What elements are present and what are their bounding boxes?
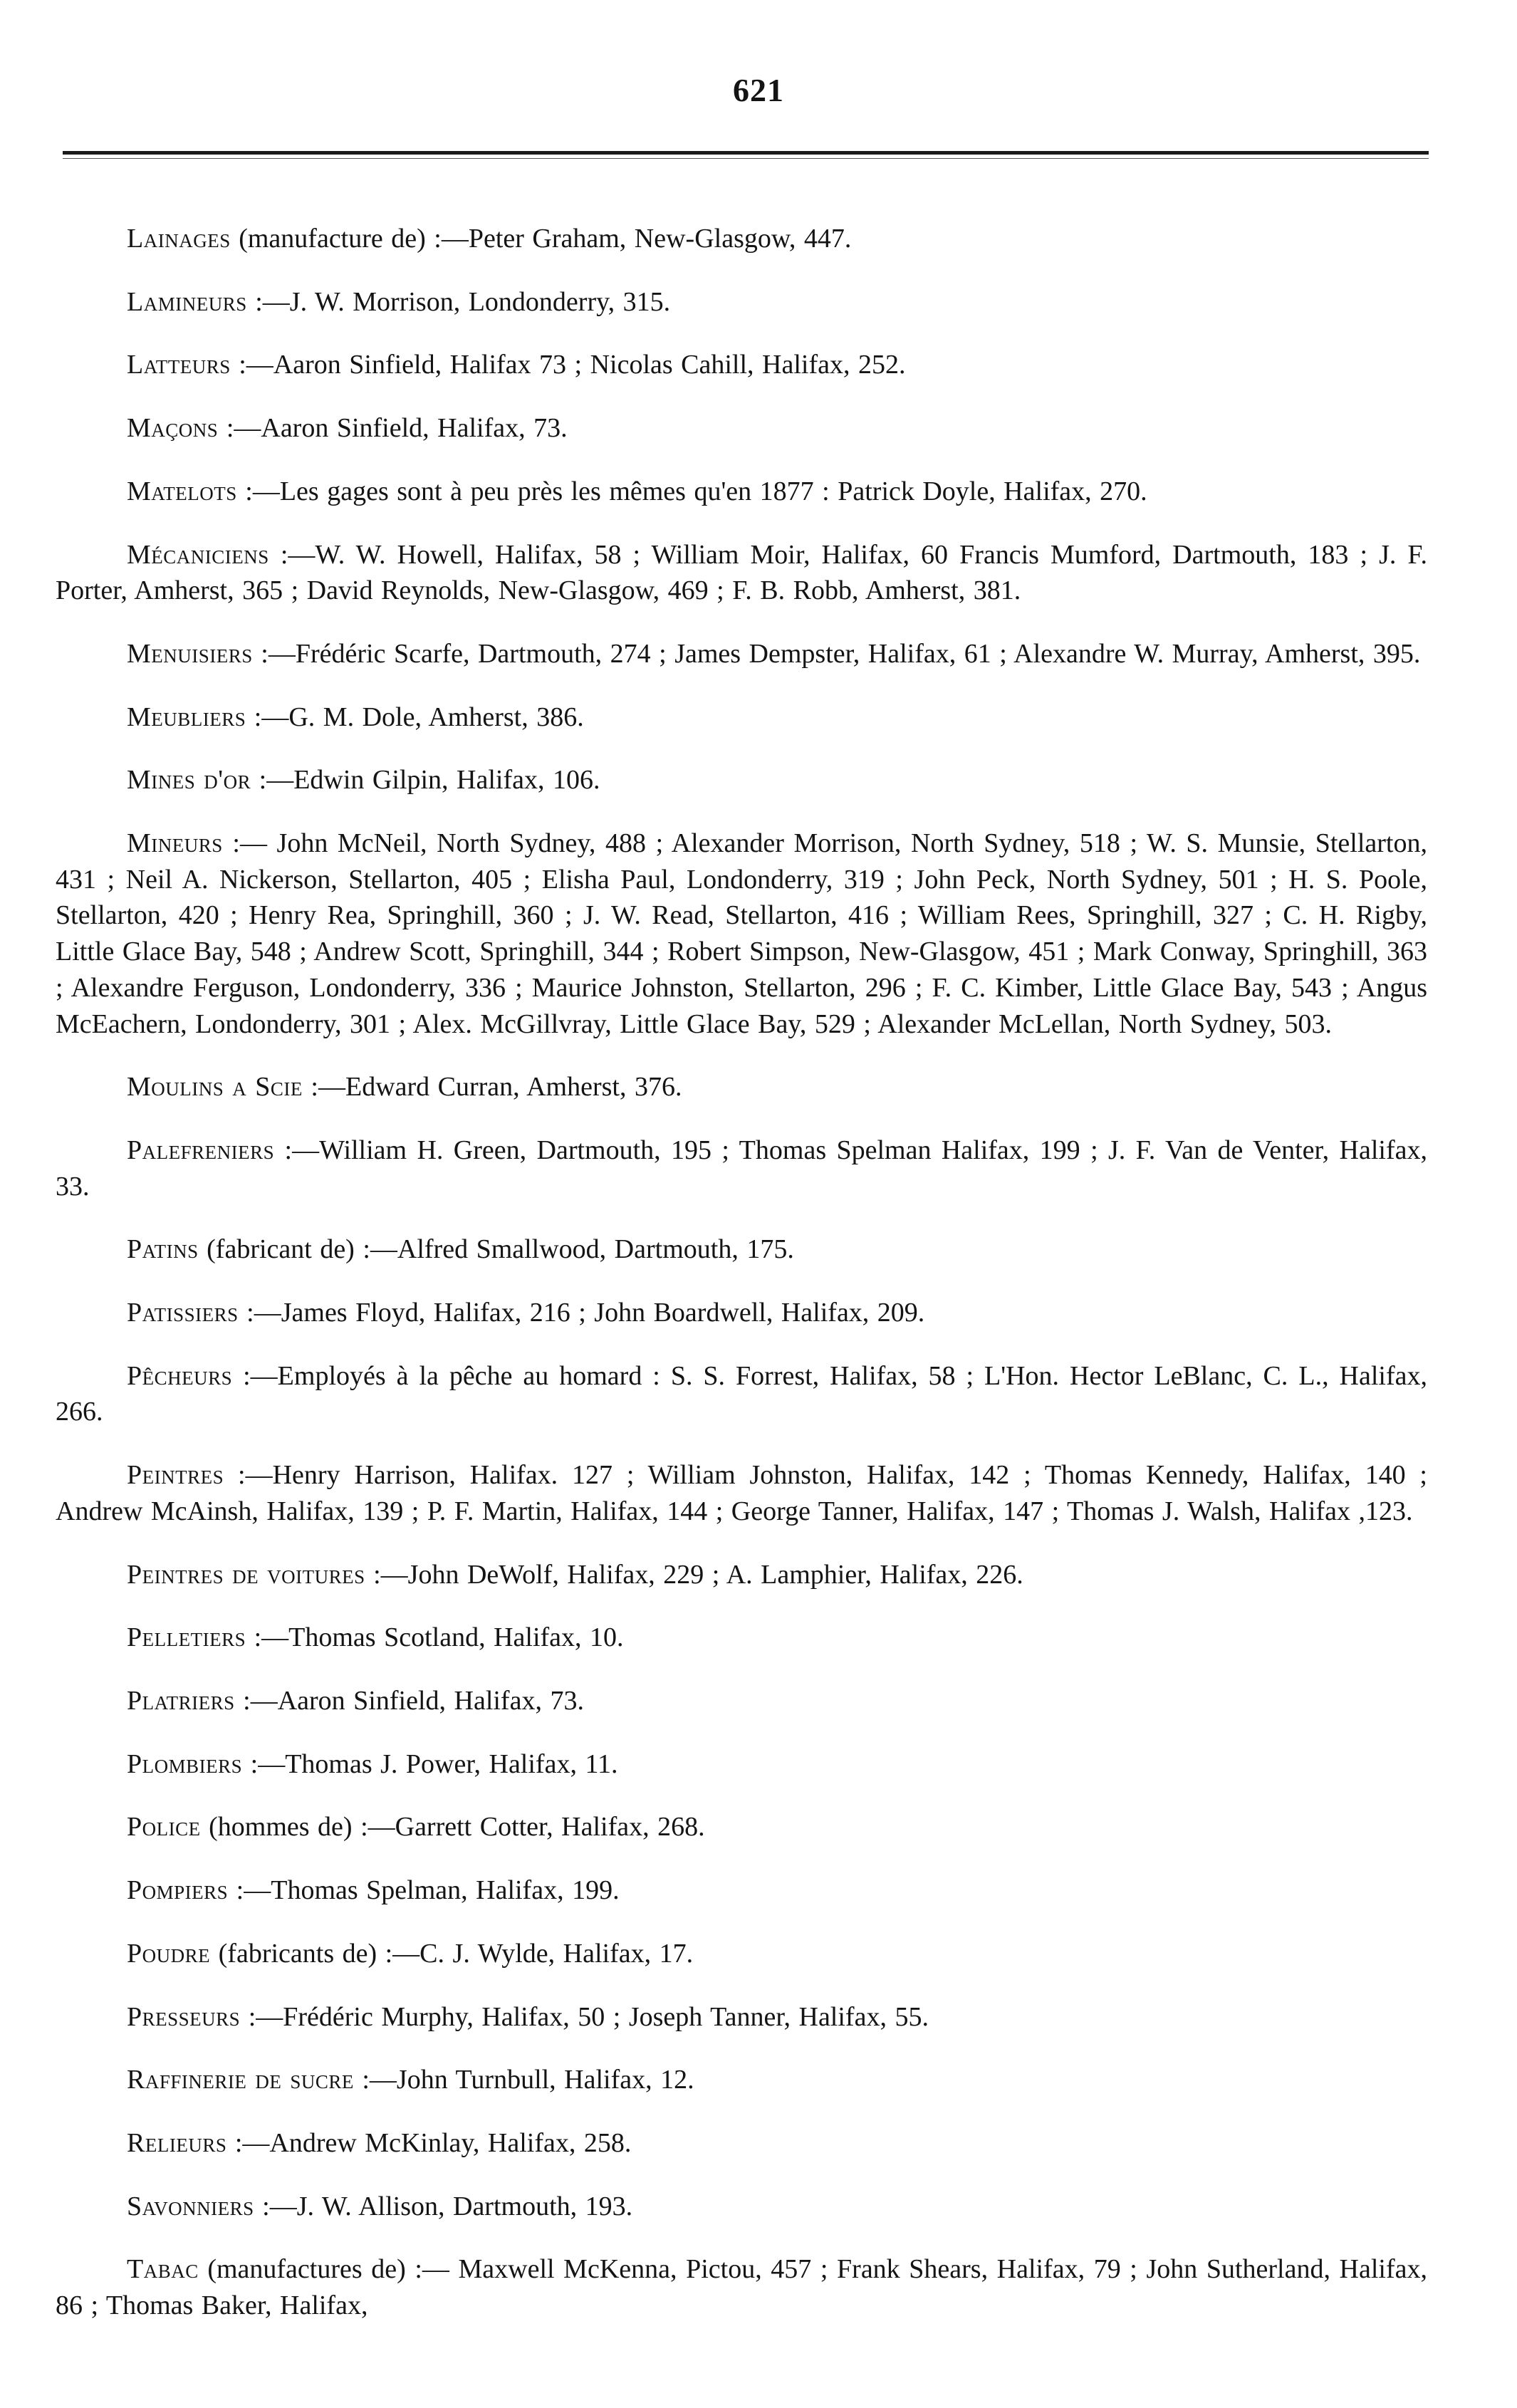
entry-term: Pelletiers	[127, 1622, 246, 1653]
directory-entry	[56, 2251, 1427, 2323]
directory-entry	[56, 1132, 1427, 1204]
directory-entry	[56, 474, 1427, 510]
directory-entry	[56, 1295, 1427, 1331]
entry-term: Tabac	[127, 2254, 199, 2285]
entry-text: :—William H. Green, Dartmouth, 195 ; Thomas Spelman Halifax, 199 ; J. F. Van de Venter, Halifax, 33.	[56, 1135, 1427, 1202]
directory-entry	[56, 1557, 1427, 1593]
entry-term: Moulins a Scie	[127, 1072, 303, 1103]
entry-term: Peintres de voitures	[127, 1559, 365, 1590]
entry-term: Presseurs	[127, 2001, 241, 2032]
entry-term: Raffinerie de sucre	[127, 2065, 354, 2095]
entry-text: :—Edwin Gilpin, Halifax, 106.	[251, 765, 600, 796]
entry-text: :—J. W. Morrison, Londonderry, 315.	[246, 286, 671, 317]
entry-term: Meubliers	[127, 702, 246, 732]
directory-entry	[56, 284, 1427, 320]
directory-entry	[56, 2125, 1427, 2162]
directory-entry	[56, 1999, 1427, 2036]
entry-term: Poudre	[127, 1938, 211, 1969]
directory-entry	[56, 1872, 1427, 1909]
entry-text: :—W. W. Howell, Halifax, 58 ; William Moir, Halifax, 60 Francis Mumford, Dartmouth, 183 ; J. F. Porter, Amherst, 365 ; David Reynolds, New-Glasgow, 469 ; F. B. Robb, Amherst, 381.	[56, 539, 1427, 606]
entry-text: :—Andrew McKinlay, Halifax, 258.	[226, 2127, 632, 2158]
directory-entry	[56, 1231, 1427, 1268]
entry-term: Pompiers	[127, 1875, 229, 1906]
directory-entry	[56, 636, 1427, 672]
entry-term: Savonniers	[127, 2191, 254, 2221]
entry-term: Relieurs	[127, 2127, 227, 2158]
entry-text: :—Thomas Spelman, Halifax, 199.	[228, 1875, 620, 1906]
directory-entries	[56, 194, 1427, 2324]
directory-entry	[56, 1457, 1427, 1529]
entry-term: Palefreniers	[127, 1135, 275, 1165]
directory-entry	[56, 537, 1427, 609]
entry-text: :—Aaron Sinfield, Halifax 73 ; Nicolas Cahill, Halifax, 252.	[230, 350, 906, 380]
directory-entry	[56, 2189, 1427, 2225]
entry-text: :—J. W. Allison, Dartmouth, 193.	[254, 2191, 633, 2221]
entry-term: Peintres	[127, 1460, 224, 1491]
entry-term: Plombiers	[127, 1748, 243, 1779]
entry-text: :—Les gages sont à peu près les mêmes qu'en 1877 : Patrick Doyle, Halifax, 270.	[236, 476, 1147, 506]
directory-entry	[56, 410, 1427, 447]
entry-text: :—Thomas Scotland, Halifax, 10.	[246, 1622, 624, 1653]
entry-text: (manufactures de) :— Maxwell McKenna, Pictou, 457 ; Frank Shears, Halifax, 79 ; John Sutherland, Halifax, 86 ; Thomas Baker, Halifax,	[56, 2254, 1427, 2321]
directory-entry	[56, 2062, 1427, 2098]
entry-text: :—Employés à la pêche au homard : S. S. Forrest, Halifax, 58 ; L'Hon. Hector LeBlanc, C. L., Halifax, 266.	[56, 1360, 1427, 1427]
entry-term: Patins	[127, 1234, 199, 1265]
entry-term: Lainages	[127, 224, 231, 254]
entry-term: Platriers	[127, 1685, 235, 1716]
entry-term: Latteurs	[127, 350, 231, 380]
directory-entry	[56, 699, 1427, 736]
header-rule	[63, 151, 1429, 155]
entry-term: Mines d'or	[127, 765, 251, 796]
entry-text: :—Aaron Sinfield, Halifax, 73.	[218, 413, 568, 444]
directory-entry	[56, 825, 1427, 1042]
directory-entry	[56, 1069, 1427, 1105]
directory-entry	[56, 221, 1427, 257]
entry-term: Maçons	[127, 413, 219, 444]
entry-term: Lamineurs	[127, 286, 247, 317]
directory-entry	[56, 1683, 1427, 1719]
directory-entry	[56, 1358, 1427, 1430]
directory-entry	[56, 347, 1427, 383]
entry-text: :—James Floyd, Halifax, 216 ; John Boardwell, Halifax, 209.	[238, 1298, 925, 1328]
entry-term: Police	[127, 1812, 201, 1843]
entry-text: :—Frédéric Scarfe, Dartmouth, 274 ; James Dempster, Halifax, 61 ; Alexandre W. Murray, Amherst, 395.	[252, 638, 1421, 669]
entry-text: (manufacture de) :—Peter Graham, New-Glasgow, 447.	[230, 224, 852, 254]
entry-text: :—John DeWolf, Halifax, 229 ; A. Lamphier, Halifax, 226.	[365, 1559, 1023, 1590]
directory-entry	[56, 762, 1427, 798]
entry-text: (fabricant de) :—Alfred Smallwood, Dartmouth, 175.	[198, 1234, 794, 1265]
directory-entry	[56, 1936, 1427, 1972]
entry-text: :— John McNeil, North Sydney, 488 ; Alexander Morrison, North Sydney, 518 ; W. S. Munsie, Stellarton, 431 ; Neil A. Nickerson, Stellarton, 405 ; Elisha Paul, Londonderry, 319 ; John Peck, North Sydney, 501 ; H. S. Poole, Stellarton, 420 ; Henry Rea, Springhill, 360 ; J. W. Read, Stellarton, 416 ; William Rees, Springhill, 327 ; C. H. Rigby, Little Glace Bay, 548 ; Andrew Scott, Springhill, 344 ; Robert Simpson, New-Glasgow, 451 ; Mark Conway, Springhill, 363 ; Alexandre Ferguson, Londonderry, 336 ; Maurice Johnston, Stellarton, 296 ; F. C. Kimber, Little Glace Bay, 543 ; Angus McEachern, Londonderry, 301 ; Alex. McGillvray, Little Glace Bay, 529 ; Alexander McLellan, North Sydney, 503.	[56, 828, 1427, 1039]
entry-text: (hommes de) :—Garrett Cotter, Halifax, 268.	[200, 1812, 705, 1843]
entry-text: :—G. M. Dole, Amherst, 386.	[246, 702, 584, 732]
entry-term: Mécaniciens	[127, 539, 269, 570]
directory-entry	[56, 1746, 1427, 1783]
entry-text: :—Frédéric Murphy, Halifax, 50 ; Joseph Tanner, Halifax, 55.	[240, 2001, 929, 2032]
header-rule-thin	[63, 158, 1429, 159]
entry-term: Menuisiers	[127, 638, 253, 669]
entry-text: (fabricants de) :—C. J. Wylde, Halifax, 17.	[210, 1938, 694, 1969]
entry-term: Matelots	[127, 476, 237, 506]
entry-term: Mineurs	[127, 828, 223, 859]
entry-text: :—Henry Harrison, Halifax. 127 ; William Johnston, Halifax, 142 ; Thomas Kennedy, Halifax, 140 ; Andrew McAinsh, Halifax, 139 ; P. F. Martin, Halifax, 144 ; George Tanner, Halifax, 147 ; Thomas J. Walsh, Halifax ,123.	[56, 1460, 1427, 1526]
entry-text: :—Edward Curran, Amherst, 376.	[302, 1072, 682, 1103]
entry-text: :—John Turnbull, Halifax, 12.	[353, 2065, 694, 2095]
entry-text: :—Aaron Sinfield, Halifax, 73.	[234, 1685, 584, 1716]
entry-term: Patissiers	[127, 1298, 239, 1328]
page-number: 621	[733, 72, 784, 108]
directory-entry	[56, 1620, 1427, 1656]
entry-term: Pêcheurs	[127, 1360, 233, 1391]
entry-text: :—Thomas J. Power, Halifax, 11.	[242, 1748, 618, 1779]
directory-entry	[56, 1809, 1427, 1845]
